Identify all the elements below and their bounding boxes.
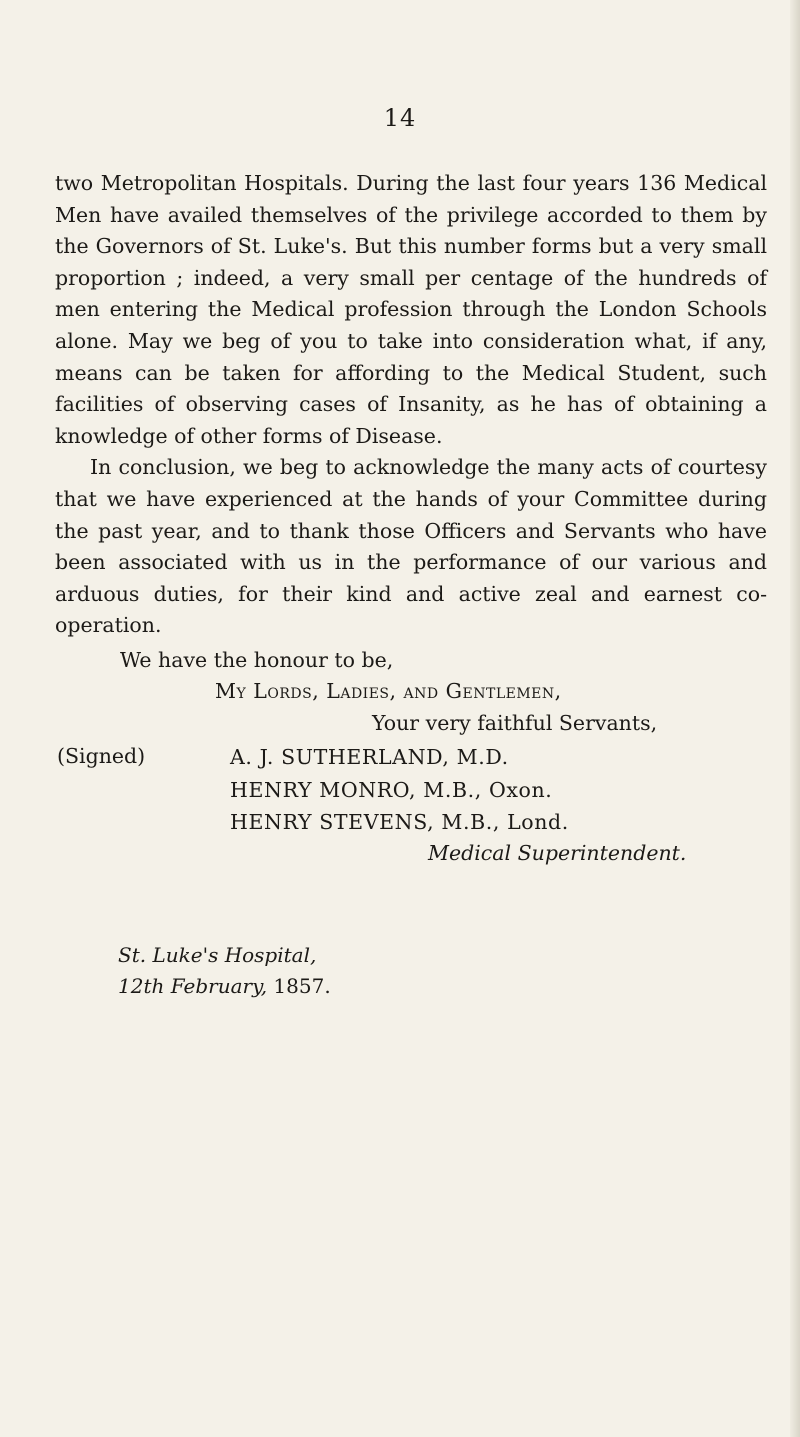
signatory-name: A. J. SUTHERLAND, M.D. [230,745,509,769]
date-day: 12th February, [118,974,268,998]
signatory-name: HENRY STEVENS, M.B., Lond. [230,810,569,834]
date-year: 1857. [267,974,331,998]
signed-label: (Signed) [57,744,146,768]
paragraph: In conclusion, we beg to acknowledge the many acts of courtesy that we have experienced at the hands of your Committee during the past year, and to thank those Officers and Servants who have been associated with us in the performance of our various and arduous duties, for their kind and active zeal and earnest co-operation. [55,455,767,638]
place-line: St. Luke's Hospital, [118,943,317,967]
signatory-name: HENRY MONRO, M.B., Oxon. [230,777,553,802]
page-number: 14 [383,104,417,132]
page-edge [790,0,800,1437]
signatory-list [230,741,569,839]
closing-line: We have the honour to be, [120,648,394,672]
date-line [118,972,331,1001]
paragraph: two Metropolitan Hospitals. During the last four years 136 Medical Men have availed themselves of the privilege accorded to them by the Governors of St. Luke's. But this number forms but a very small proportion ; indeed, a very small per centage of the hundreds of men entering the Medical profession through the London Schools alone. May we beg of you to take into consideration what, if any, means can be taken for affording to the Medical Student, such facilities of observing cases of Insanity, as he has of obtaining a knowledge of other forms of Disease. [55,171,767,448]
valediction: Your very faithful Servants, [372,711,658,735]
salutation: My Lords, Ladies, and Gentlemen, [215,679,562,703]
letter-body [55,168,767,642]
signatory-title: Medical Superintendent. [428,841,687,865]
